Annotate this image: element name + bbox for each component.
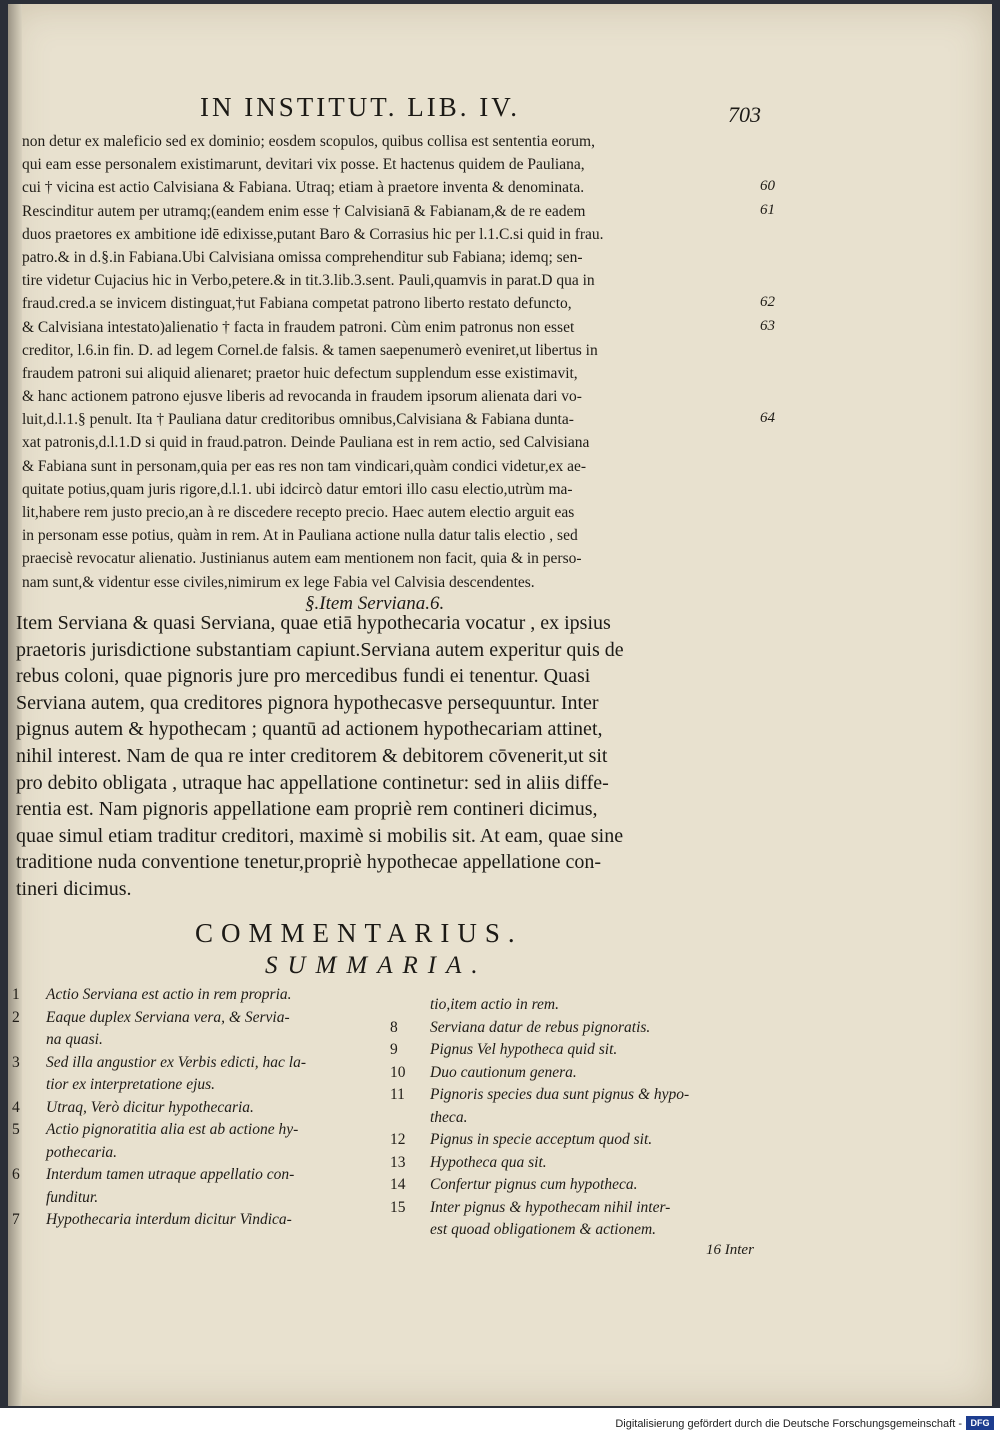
summaria-number: 15 bbox=[390, 1198, 406, 1216]
summaria-text: Duo cautionum genera. bbox=[430, 1063, 577, 1081]
margin-number: 61 bbox=[760, 201, 775, 218]
summaria-text: Actio pignoratitia alia est ab actione hy- bbox=[46, 1121, 299, 1138]
summaria-text: Interdum tamen utraque appellatio con- bbox=[46, 1166, 295, 1183]
text-line: pro debito obligata , utraque hac appellatione continetur: sed in aliis diffe- bbox=[16, 771, 609, 794]
text-line: quitate potius,quam juris rigore,d.l.1. ubi idcircò datur emtori illo casu electio,utrùm ma- bbox=[22, 480, 573, 498]
summaria-text: est quoad obligationem & actionem. bbox=[430, 1221, 657, 1238]
text-line: duos praetores ex ambitione idē edixisse,putant Baro & Corrasius hic per l.1.C.si quid in frau. bbox=[22, 225, 604, 243]
summaria-text: Pignus Vel hypotheca quid sit. bbox=[430, 1041, 618, 1058]
summaria-text: Confertur pignus cum hypotheca. bbox=[430, 1176, 638, 1193]
summaria-text: Hypothecaria interdum dicitur Vindica- bbox=[46, 1211, 292, 1228]
summaria-text: Actio Serviana est actio in rem propria. bbox=[46, 986, 292, 1003]
summaria-text: tio,item actio in rem. bbox=[430, 996, 560, 1013]
summaria-number: 1 bbox=[12, 986, 20, 1003]
summaria-title: SUMMARIA. bbox=[265, 952, 488, 979]
summaria-number: 10 bbox=[390, 1063, 406, 1081]
summaria-number: 4 bbox=[12, 1098, 20, 1116]
text-line: & Fabiana sunt in personam,quia per eas res non tam vindicari,quàm condici videtur,ex ae- bbox=[22, 457, 587, 475]
margin-number: 60 bbox=[760, 178, 775, 195]
text-line: qui eam esse personalem existimarunt, devitari vix posse. Et hactenus quidem de Pauliana, bbox=[22, 156, 585, 174]
text-line: Rescinditur autem per utramq;(eandem enim esse † Calvisianā & Fabianam,& de re eadem bbox=[22, 202, 586, 220]
text-line: non detur ex maleficio sed ex dominio; eosdem scopulos, quibus collisa est sententia eorum, bbox=[22, 133, 595, 150]
institutes-text bbox=[16, 610, 771, 903]
text-line: praecisè revocatur alienatio. Justinianus autem eam mentionem non facit, quia & in perso- bbox=[22, 550, 582, 568]
summaria-text: pothecaria. bbox=[46, 1143, 118, 1161]
text-line: tire videtur Cujacius hic in Verbo,petere.& in tit.3.lib.3.sent. Pauli,quamvis in parat.D qua in bbox=[22, 272, 595, 290]
text-line: nihil interest. Nam de qua re inter creditorem & debitorem cōvenerit,ut sit bbox=[16, 744, 608, 767]
running-title: IN INSTITUT. LIB. IV. bbox=[200, 92, 520, 122]
text-line: tineri dicimus. bbox=[16, 877, 132, 900]
summaria-text: na quasi. bbox=[46, 1031, 103, 1048]
commentarius-title: COMMENTARIUS. bbox=[195, 918, 523, 948]
text-line: fraud.cred.a se invicem distinguat,†ut Fabiana competat patrono liberto restato defuncto, bbox=[22, 295, 572, 313]
footer-credit: Digitalisierung gefördert durch die Deutsche Forschungsgemeinschaft - bbox=[615, 1418, 962, 1430]
catchword: 16 Inter bbox=[706, 1242, 754, 1258]
summaria-text: Pignoris species dua sunt pignus & hypo- bbox=[430, 1086, 690, 1103]
summaria-number: 6 bbox=[12, 1166, 20, 1183]
section-heading: §.Item Serviana.6. bbox=[305, 593, 445, 614]
summaria-number: 8 bbox=[390, 1018, 398, 1036]
text-line: in personam esse potius, quàm in rem. At in Pauliana actione nulla datur talis electio , sed bbox=[22, 527, 578, 545]
summaria-number: 14 bbox=[390, 1176, 406, 1193]
summaria-number: 13 bbox=[390, 1153, 406, 1171]
summaria-number: 5 bbox=[12, 1121, 20, 1138]
text-line: & Calvisiana intestato)alienatio † facta in fraudem patroni. Cùm enim patronus non esset bbox=[22, 318, 575, 336]
folio-number: 703 bbox=[728, 102, 761, 127]
commentary-text bbox=[22, 130, 772, 594]
summaria-text: Inter pignus & hypothecam nihil inter- bbox=[430, 1198, 671, 1216]
summaria-text: Pignus in specie acceptum quod sit. bbox=[430, 1131, 653, 1148]
margin-number: 64 bbox=[760, 410, 775, 427]
text-line: creditor, l.6.in fin. D. ad legem Cornel.de falsis. & tamen saepenumerò eveniret,ut libertus in bbox=[22, 341, 598, 359]
summaria-text: Serviana datur de rebus pignoratis. bbox=[430, 1018, 651, 1036]
text-line: luit,d.l.1.§ penult. Ita † Pauliana datur creditoribus omnibus,Calvisiana & Fabiana dunta- bbox=[22, 411, 574, 429]
summaria-text: Eaque duplex Serviana vera, & Servia- bbox=[46, 1008, 290, 1026]
summaria-number: 11 bbox=[390, 1086, 405, 1103]
text-line: nam sunt,& videntur esse civiles,nimirum ex lege Fabia vel Calvisia descendentes. bbox=[22, 573, 535, 591]
text-line: pignus autem & hypothecam ; quantū ad actionem hypothecariam attinet, bbox=[16, 718, 603, 741]
summaria-text: funditur. bbox=[46, 1188, 99, 1206]
text-line: & hanc actionem patrono ejusve liberis ad revocanda in fraudem ipsorum alienata dari vo- bbox=[22, 388, 582, 406]
text-line: fraudem patroni sui aliquid alienaret; praetor huic defectum supplendum esse existimavit, bbox=[22, 364, 578, 382]
summaria-text: Hypotheca qua sit. bbox=[430, 1153, 547, 1171]
summaria-text: theca. bbox=[430, 1108, 468, 1126]
summaria-number: 2 bbox=[12, 1008, 20, 1026]
text-line: Serviana autem, qua creditores pignora hypothecasve persequuntur. Inter bbox=[16, 691, 599, 714]
text-line: traditione nuda conventione tenetur,propriè hypothecae appellatione con- bbox=[16, 851, 602, 874]
summaria-text: Utraq, Verò dicitur hypothecaria. bbox=[46, 1098, 254, 1116]
margin-number: 63 bbox=[760, 317, 775, 334]
text-line: Item Serviana & quasi Serviana, quae etiā hypothecaria vocatur , ex ipsius bbox=[16, 612, 611, 634]
text-line: lit,habere rem justo precio,an à re discedere recepto precio. Haec autem electio arguit eas bbox=[22, 504, 575, 521]
summaria-number: 3 bbox=[12, 1053, 20, 1071]
text-line: quae simul etiam traditur creditori, maximè si mobilis sit. At eam, quae sine bbox=[16, 824, 624, 847]
dfg-logo: DFG bbox=[966, 1416, 994, 1430]
text-line: cui † vicina est actio Calvisiana & Fabiana. Utraq; etiam à praetore inventa & denominata. bbox=[22, 179, 585, 197]
text-line: rentia est. Nam pignoris appellatione eam propriè rem contineri dicimus, bbox=[16, 798, 598, 821]
text-line: praetoris jurisdictione substantiam capiunt.Serviana autem experitur quis de bbox=[16, 638, 624, 661]
summaria-number: 7 bbox=[12, 1211, 20, 1228]
margin-number: 62 bbox=[760, 294, 775, 311]
summaria-number: 9 bbox=[390, 1041, 398, 1058]
summaria-text: Sed illa angustior ex Verbis edicti, hac la- bbox=[46, 1053, 307, 1071]
summaria-text: tior ex interpretatione ejus. bbox=[46, 1076, 216, 1093]
text-line: rebus coloni, quae pignoris jure pro mercedibus fundi ei tenentur. Quasi bbox=[16, 665, 591, 688]
text-line: patro.& in d.§.in Fabiana.Ubi Calvisiana omissa comprehenditur sub Fabiana; idemq; sen- bbox=[22, 248, 583, 266]
text-line: xat patronis,d.l.1.D si quid in fraud.patron. Deinde Pauliana est in rem actio, sed Calvisiana bbox=[22, 434, 590, 452]
summaria-number: 12 bbox=[390, 1131, 406, 1148]
